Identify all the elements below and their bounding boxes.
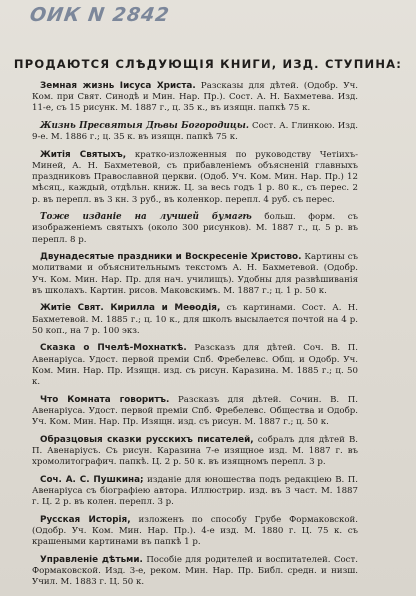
book-description: съ картинами. Сост. А. Н. Бахметевой. М. 1885 г.; ц. 10 к., для школъ высылается почтой на 4 р. 50 коп., на 7 р. 100 экз.	[32, 303, 359, 336]
book-title: Тоже изданіе на лучшей бумагѣ	[40, 212, 252, 223]
book-title: Земная жизнь Іисуса Христа.	[40, 81, 196, 91]
book-title: Русская Исторія,	[40, 514, 131, 525]
book-description: изданіе для юношества подъ редакціею В. П. Авенаріуса съ біографіею автора. Иллюстрир. изд. въ 3 част. М. 1887 г. Ц. 2 р. въ колен. перепл. 3 р.	[32, 474, 359, 508]
book-description: больш. форм. съ изображеніемъ святыхъ (около 300 рисунков). М. 1887 г., ц. 5 р. въ перепл. 8 р.	[32, 212, 358, 245]
book-entry	[32, 303, 358, 337]
book-description: Картины съ молитвами и объяснительнымъ текстомъ А. Н. Бахметевой. (Одобр. Уч. Ком. Мин. Нар. Пр. для нач. училищъ). Удобны для развѣшиванія въ школахъ. Картин. рисов. Маковскимъ. М. 1887 г.; ц. 1 р. 50 к.	[32, 252, 358, 296]
book-description: Сост. А. Глинкою. Изд. 9-е. М. 1886 г.; ц. 35 к. въ изящн. папкѣ 75 к.	[32, 121, 358, 143]
book-entry	[32, 475, 358, 509]
book-entry	[32, 252, 358, 297]
book-title: Житіе Свят. Кирилла и Меѳодія,	[40, 303, 221, 314]
library-stamp: ОИК N 2842	[28, 4, 172, 26]
book-title: Двунадесятые праздники и Воскресеніе Христово.	[40, 252, 302, 263]
book-entry	[32, 150, 358, 206]
book-entry	[32, 555, 358, 589]
book-description: Разсказъ для дѣтей. Сочин. В. П. Авенаріуса. Удост. первой преміи Спб. Фребелевс. Общества и Одобр. Уч. Ком. Мин. Нар. Пр. Изящн. изд. съ рисун. М. 1887 г.; ц. 50 к.	[32, 394, 358, 428]
book-title: Соч. А. С. Пушкина;	[40, 474, 144, 485]
book-entry	[32, 395, 358, 429]
book-entry	[32, 515, 358, 549]
book-description: Разсказъ для дѣтей. Соч. В. П. Авенаріуса. Удост. первой преміи Спб. Фребелевс. Общ. и Одобр. Уч. Ком. Мин. Нар. Пр. Изящн. изд. съ рисун. Каразина. М. 1885 г.; ц. 50 к.	[32, 343, 358, 388]
book-entry	[32, 435, 358, 469]
book-description: Разсказы для дѣтей. (Одобр. Уч. Ком. при Свят. Синодѣ и Мин. Нар. Пр.). Сост. А. Н. Бахметева. Изд. 11-е, съ 15 рисунк. М. 1887 г., ц. 35 к., въ изящн. папкѣ 75 к.	[32, 81, 358, 114]
book-title: Что Комната говоритъ.	[40, 394, 170, 405]
book-entry	[32, 212, 358, 246]
book-list	[32, 81, 358, 595]
book-description: собралъ для дѣтей В. П. Авенаріусъ. Съ рисун. Каразина 7-е изящное изд. М. 1887 г. въ хромолитографич. папкѣ. Ц. 2 р. 50 к. въ изящномъ перепл. 3 р.	[32, 434, 359, 468]
book-title: Житія Святыхъ,	[40, 149, 127, 160]
book-entry	[32, 81, 358, 115]
book-description: Пособіе для родителей и воспитателей. Сост. Формаковской. Изд. 3-е, реком. Мин. Нар. Пр. Библ. средн. и низш. Учил. М. 1883 г. Ц. 50 к.	[32, 554, 358, 588]
book-description: кратко-изложенныя по руководству Четіихъ-Миней, А. Н. Бахметевой, съ прибавленіемъ объясненій главныхъ праздниковъ Православной церкви. (Одоб. Уч. Ком. Мин. Нар. Пр.) 12 мѣсяц., каждый, отдѣльн. книж. Ц. за весь годъ 1 р. 80 к., съ перес. 2 р. въ перепл. въ 3 кн. 3 руб., въ коленкор. перепл. 4 руб. съ перес.	[32, 149, 358, 205]
book-description: изложенъ по способу Грубе Формаковской. (Одобр. Уч. Ком. Мин. Нар. Пр.). 4-е изд. М. 1880 г. Ц. 75 к. съ крашеными картинами въ папкѣ 1 р.	[32, 514, 358, 548]
page-heading: ПРОДАЮТСЯ СЛѢДУЮЩІЯ КНИГИ, ИЗД. СТУПИНА:	[13, 57, 403, 71]
book-title: Образцовыя сказки русскихъ писателей,	[40, 434, 254, 445]
book-title: Жизнь Пресвятыя Дѣвы Богородицы.	[40, 121, 249, 131]
book-title: Управленіе дѣтьми.	[40, 554, 143, 565]
book-title: Сказка о Пчелѣ-Мохнаткѣ.	[40, 343, 187, 354]
book-entry	[32, 343, 358, 388]
book-entry	[32, 121, 358, 143]
